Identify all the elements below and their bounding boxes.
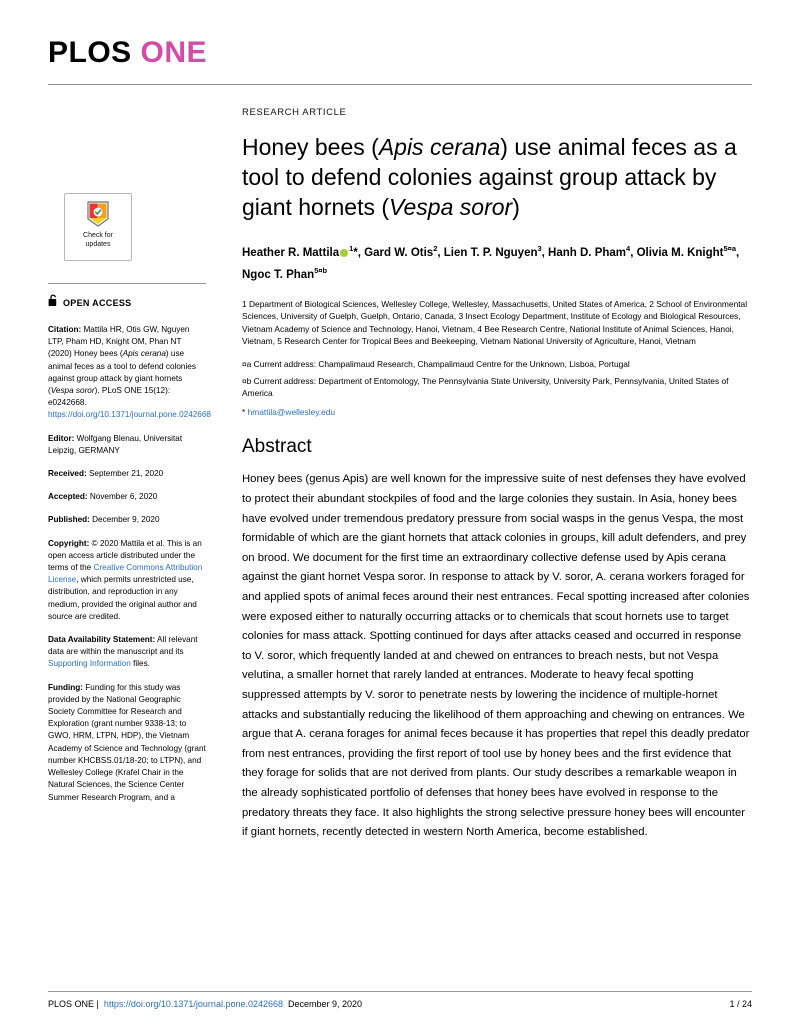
title-part-3: ) (512, 194, 520, 220)
current-address-a: ¤a Current address: Champalimaud Research, Champalimaud Centre for the Unknown, Lisboa, Portugal (242, 359, 630, 370)
abstract-text: Honey bees (genus Apis) are well known for the impressive suite of nest defenses they have evolved to protect their abundant stockpiles of food and the large colonies they sustain. In Asia, honey bees have evolved under tremendous predatory pressure from social wasps in the genus Vespa, the most formidable of which are the giant hornets that attack colonies in groups, kill adult defenders, and prey on brood. We document for the first time an extraordinary collective defense used by Apis cerana against the giant hornet Vespa soror. In response to attack by V. soror, A. cerana workers foraged for and applied spots of animal feces around their nest entrances. Fecal spotting increased after colonies were exposed either to naturally occurring attacks or to chemicals that scout hornets use to target colonies for mass attack. Spotting continued for days after attacks ceased and occurred in response to V. soror, which frequently landed at and chewed on entrances to breach nests, but not Vespa velutina, a smaller hornet that rarely landed at entrances. Moderate to heavy fecal spotting suppressed attempts by V. soror to penetrate nests by lowering the incidence of multiple-hornet attacks and substantially reducing the likelihood of them approaching and chewing on entrances. We argue that A. cerana forages for animal feces because it has properties that repel this deadly predator from nest entrances, providing the first report of tool use by honey bees and the first evidence that they forage for solids that are not derived from plants. Our study describes a remarkable weapon in the already sophisticated portfolio of defenses that honey bees have evolved in response to the predatory threats they face. It also highlights the strong selective pressure honey bees will encounter if giant hornets, recently detected in western North America, become established. (242, 473, 750, 839)
current-address-b: ¤b Current address: Department of Entomology, The Pennsylvania State University, University Park, Pennsylvania, United States of America (242, 375, 729, 399)
data-availability-text: All relevant data are within the manuscript and its (48, 635, 198, 657)
affiliations: 1 Department of Biological Sciences, Wellesley College, Wellesley, Massachusetts, United States of America, 2 School of Environmental Sciences, University of Guelph, Guelph, Ontario, Canada, 3 Insect Ecology Department, Institute of Ecology and Biological Resources, Vietnam Academy of Science and Technology, Hanoi, Vietnam, 4 Bee Research Centre, National Institute of Animal Sciences, Hanoi, Vietnam, 5 Research Center for Tropical Bees and Beekeeping, Vietnam National University of Agriculture, Hanoi, Vietnam (242, 298, 748, 347)
copyright-label: Copyright: (48, 538, 90, 548)
editor-label: Editor: (48, 433, 75, 443)
published-text: December 9, 2020 (89, 515, 160, 525)
footer-left (48, 999, 362, 1009)
authors-sep-2: , Lien T. P. Nguyen (437, 246, 538, 259)
footer-page-number: 1 / 24 (729, 999, 752, 1009)
title-italic-2: Vespa soror (389, 194, 513, 220)
accepted-block (48, 491, 206, 503)
received-text: September 21, 2020 (86, 469, 164, 479)
supporting-information-link[interactable]: Supporting Information (48, 659, 131, 669)
author-2-affil-sup: 2 (433, 244, 438, 253)
citation-text-3: ). PLoS ONE 15(12): e0242668. (48, 386, 171, 408)
data-availability-block (48, 634, 206, 671)
author-list (242, 240, 752, 284)
author-1-name[interactable]: Heather R. Mattila (242, 246, 340, 259)
published-block (48, 514, 206, 526)
published-label: Published: (48, 515, 90, 525)
masthead (48, 0, 752, 85)
citation-doi-link[interactable]: https://doi.org/10.1371/journal.pone.0242668 (48, 410, 211, 420)
data-availability-text-2: files. (130, 659, 150, 669)
open-access-label: OPEN ACCESS (63, 298, 132, 308)
footer-row (48, 999, 752, 1009)
metadata-sidebar (48, 107, 220, 843)
page-title (242, 132, 752, 222)
content-columns (48, 107, 752, 843)
citation-italic-1: Apis cerana (122, 349, 166, 359)
copyright-text: © 2020 Mattila et al. This is an open access article distributed under the terms of the (48, 538, 202, 573)
editor-block (48, 433, 206, 457)
open-lock-icon (48, 294, 58, 312)
accepted-label: Accepted: (48, 492, 88, 502)
orcid-icon[interactable] (340, 249, 348, 257)
sidebar-divider (48, 283, 206, 284)
funding-block (48, 682, 206, 804)
footer-divider (48, 991, 752, 992)
copyright-text-2: , which permits unrestricted use, distribution, and reproduction in any medium, provided the original author and source are credited. (48, 575, 197, 621)
article-main (220, 107, 752, 843)
author-5-name: M. Knight (671, 246, 724, 259)
open-access-badge (48, 294, 206, 312)
editor-text: Wolfgang Blenau, Universitat Leipzig, GERMANY (48, 433, 183, 455)
authors-sep-5: , Ngoc T. Phan (242, 246, 740, 281)
funding-label: Funding: (48, 682, 84, 692)
plos-one-logo (48, 38, 752, 68)
corresponding-star: * (242, 406, 248, 417)
abstract-heading: Abstract (242, 436, 312, 458)
citation-text: Mattila HR, Otis GW, Nguyen LTP, Pham HD, Knight OM, Phan NT (2020) Honey bees ( (48, 325, 190, 359)
received-block (48, 468, 206, 480)
received-label: Received: (48, 469, 87, 479)
masthead-divider (48, 84, 752, 85)
author-6-affil-sup: 5¤b (314, 265, 328, 275)
funding-text: Funding for this study was provided by the National Geographic Society Committee for Research and Exploration (grant number 9338-13; to GWO, HRM, LTPN, HDP), the Vietnam Academy of Science and Technology (grant number KHCBSS.01/18-20; to LTPN), and Wellesley College (Krafel Chair in the Natural Sciences, the Science Center Summer Research Program, and a (48, 682, 206, 802)
footer-journal: PLOS ONE | (48, 999, 99, 1009)
page-footer (48, 991, 752, 1009)
check-updates-label (83, 231, 113, 249)
author-5-affil-sup: 5¤a (723, 244, 737, 253)
title-part-1: Honey bees ( (242, 134, 379, 160)
citation-label: Citation: (48, 325, 82, 334)
footer-date: December 9, 2020 (288, 999, 363, 1009)
check-for-updates-badge[interactable] (64, 193, 132, 261)
citation-italic-2: Vespa soror (50, 386, 95, 396)
author-4-affil-sup: 4 (626, 244, 631, 253)
author-1-affil-sup: 1 (349, 244, 354, 253)
corresponding-email-link[interactable]: hmattila@wellesley.edu (247, 406, 336, 417)
logo-plos-text: PLOS (48, 36, 132, 69)
data-availability-label: Data Availability Statement: (48, 635, 156, 645)
copyright-block (48, 538, 206, 623)
corresponding-author (242, 406, 752, 419)
check-updates-line2: updates (85, 241, 111, 248)
citation-block (48, 324, 211, 422)
authors-sep-4: , Olivia (630, 246, 668, 259)
citation-text-2: ) use animal feces as a tool to defend colonies against group attack by giant hornets ( (48, 349, 196, 396)
authors-sep-3: , Hanh D. Pham (541, 246, 627, 259)
title-italic-1: Apis cerana (378, 134, 501, 160)
article-type-label: RESEARCH ARTICLE (242, 107, 347, 118)
author-3-affil-sup: 3 (537, 244, 542, 253)
creative-commons-link[interactable]: Creative Commons Attribution License (48, 563, 203, 585)
footer-doi-link[interactable]: https://doi.org/10.1371/journal.pone.0242668 (103, 999, 284, 1009)
crossmark-icon (86, 201, 110, 227)
check-updates-line1: Check for (83, 232, 113, 239)
logo-one-text: ONE (140, 36, 208, 69)
authors-sep-1: *, Gard W. Otis (353, 246, 434, 259)
title-part-2: ) use animal feces as a tool to defend colonies against group attack by giant hornets ( (242, 134, 737, 220)
accepted-text: November 6, 2020 (87, 492, 158, 502)
